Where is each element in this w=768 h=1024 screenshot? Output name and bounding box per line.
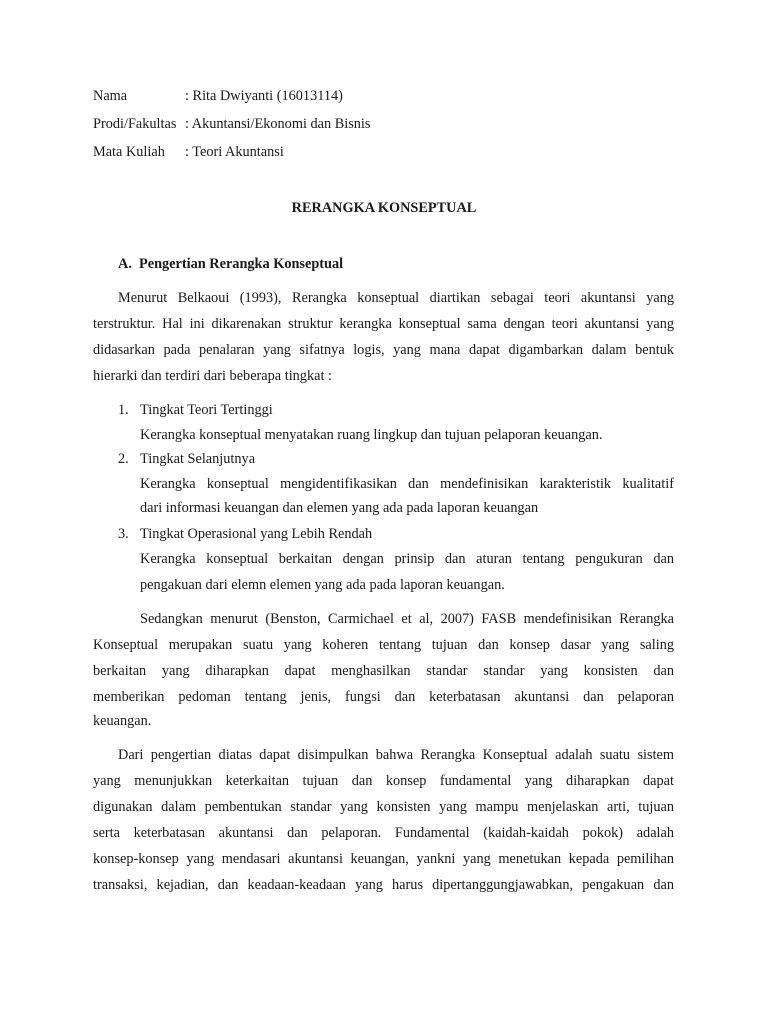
list-number: 3.: [118, 526, 129, 542]
list-item-text: pengakuan dari elemn elemen yang ada pada laporan keuangan.: [140, 577, 505, 593]
document-title: RERANGKA KONSEPTUAL: [291, 200, 477, 216]
para3-line: Dari pengertian diatas dapat disimpulkan bahwa Rerangka Konseptual adalah suatu sistem: [118, 747, 674, 763]
para1-line: didasarkan pada penalaran yang sifatnya logis, yang mana dapat digambarkan dalam bentuk: [93, 342, 674, 358]
mk-label: Mata Kuliah: [93, 144, 165, 160]
name-value: : Rita Dwiyanti (16013114): [185, 88, 343, 104]
list-item-text: Kerangka konseptual mengidentifikasikan dan mendefinisikan karakteristik kualitatif: [140, 476, 674, 492]
list-item-text: Kerangka konseptual menyatakan ruang lingkup dan tujuan pelaporan keuangan.: [140, 427, 603, 443]
section-marker: A.: [118, 256, 132, 272]
para3-line: serta keterbatasan akuntansi dan pelaporan. Fundamental (kaidah-kaidah pokok) adalah: [93, 825, 674, 841]
para1-line: terstruktur. Hal ini dikarenakan struktur kerangka konseptual sama dengan teori akuntansi yang: [93, 316, 674, 332]
list-number: 2.: [118, 451, 129, 467]
prodi-label: Prodi/Fakultas: [93, 116, 177, 132]
para3-line: konsep-konsep yang mendasari akuntansi keuangan, yankni yang menetukan kepada pemilihan: [93, 851, 674, 867]
list-item-text: dari informasi keuangan dan elemen yang ada pada laporan keuangan: [140, 500, 539, 516]
para2-line: Konseptual merupakan suatu yang koheren tentang tujuan dan konsep dasar yang saling: [93, 637, 674, 653]
para2-line: berkaitan yang diharapkan dapat menghasilkan standar standar yang konsisten dan: [93, 663, 674, 679]
header-mk-row: [0, 144, 768, 164]
list-item-text: Kerangka konseptual berkaitan dengan prinsip dan aturan tentang pengukuran dan: [140, 551, 674, 567]
header-prodi-row: [0, 116, 768, 136]
para2-line: memberikan pedoman tentang jenis, fungsi dan keterbatasan akuntansi dan pelaporan: [93, 689, 674, 705]
list-item-title: Tingkat Operasional yang Lebih Rendah: [140, 526, 373, 542]
header-name-row: [0, 88, 768, 108]
para1-line: Menurut Belkaoui (1993), Rerangka konseptual diartikan sebagai teori akuntansi yang: [118, 290, 674, 306]
para2-line: Sedangkan menurut (Benston, Carmichael et al, 2007) FASB mendefinisikan Rerangka: [140, 611, 674, 627]
list-number: 1.: [118, 402, 129, 418]
para2-line: keuangan.: [93, 713, 152, 729]
para3-line: digunakan dalam pembentukan standar yang konsisten yang mampu menjelaskan arti, tujuan: [93, 799, 674, 815]
list-item-title: Tingkat Selanjutnya: [140, 451, 256, 467]
mk-value: : Teori Akuntansi: [185, 144, 284, 160]
prodi-value: : Akuntansi/Ekonomi dan Bisnis: [185, 116, 371, 132]
para1-line: hierarki dan terdiri dari beberapa tingkat :: [93, 368, 332, 384]
para3-line: transaksi, kejadian, dan keadaan-keadaan yang harus dipertanggungjawabkan, pengakuan dan: [93, 877, 674, 893]
list-item-title: Tingkat Teori Tertinggi: [140, 402, 273, 418]
para3-line: yang menunjukkan keterkaitan tujuan dan konsep fundamental yang diharapkan dapat: [93, 773, 674, 789]
section-heading: Pengertian Rerangka Konseptual: [139, 256, 344, 272]
name-label: Nama: [93, 88, 128, 104]
